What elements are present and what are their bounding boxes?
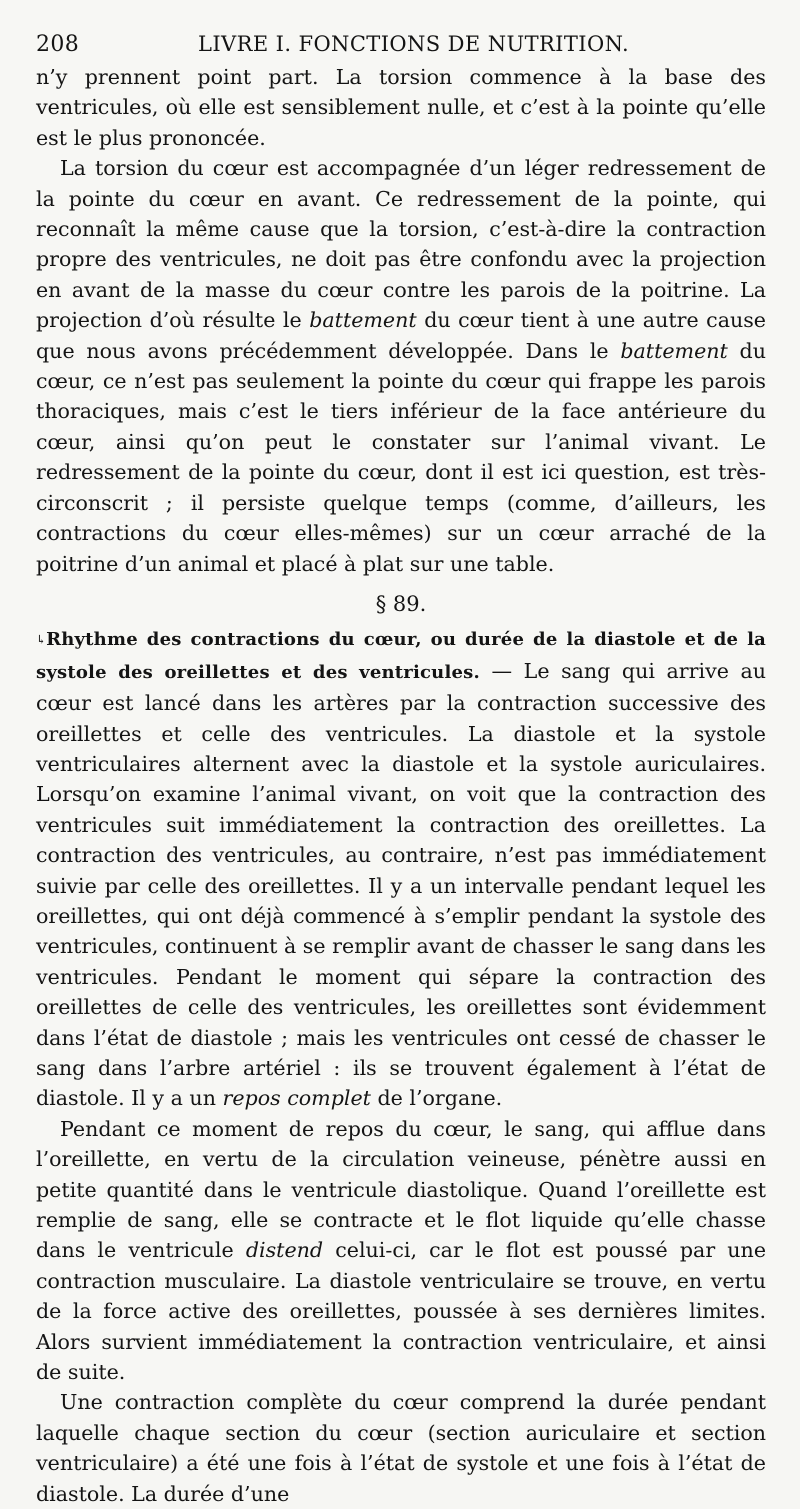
paragraph-text: du cœur, ce n’est pas seulement la pointe du cœur qui frappe les parois thoraciques, mais c’est le tiers inférieur de la face antérieure du cœur, ainsi qu’on peut le constater sur l’animal vivant. Le redressement de la pointe du cœur, dont il est ici question, est très-circonscrit ; il persiste quelque temps (comme, d’ailleurs, les contractions du cœur elles-mêmes) sur un cœur arraché de la poitrine d’un animal et placé à plat sur une table. — [36, 338, 766, 576]
paragraph-text: Pendant ce moment de repos du cœur, le sang, qui afflue dans l’oreillette, en vertu de la circulation veineuse, pénètre aussi en petite quantité dans le ventricule diastolique. Quand l’oreillette est remplie de sang, elle se contracte et le flot liquide qu’elle chasse dans le ventricule — [36, 1116, 766, 1263]
paragraph-torsion — [36, 153, 766, 579]
italic-term: distend — [245, 1238, 324, 1263]
paragraph-text: de l’organe. — [377, 1086, 503, 1111]
paragraph-text: — Le sang qui arrive au cœur est lancé dans les artères par la contraction successive des oreillettes et celle des ventricules. La diastole et la systole ventriculaires alternent avec la diastole et la systole auriculaires. Lorsqu’on examine l’animal vivant, on voit que la contraction des ventricules suit immédiatement la contraction des oreillettes. La contraction des ventricules, au contraire, n’est pas immédiatement suivie par celle des oreillettes. Il y a un intervalle pendant lequel les oreillettes, qui ont déjà commencé à s’emplir pendant la systole des ventricules, continuent à se remplir avant de chasser le sang dans les ventricules. Pendant le moment qui sépare la contraction des oreillettes de celle des ventricules, les oreillettes sont évidemment dans l’état de diastole ; mais les ventricules ont cessé de chasser le sang dans l’arbre artériel : ils se trouvent également à l’état de diastole. Il y a un — [36, 658, 766, 1111]
running-title: LIVRE I. FONCTIONS DE NUTRITION. — [198, 32, 630, 56]
running-head — [36, 28, 766, 62]
italic-term: repos complet — [222, 1086, 371, 1111]
paragraph-text: celui-ci, car le flot est poussé par une contraction musculaire. La diastole ventriculaire se trouve, en vertu de la force active des oreillettes, poussée à ses dernières limites. Alors survient immédiatement la contraction ventriculaire, et ainsi de suite. — [36, 1238, 767, 1385]
section-heading: Rhythme des contractions du cœur, ou durée de la diastole et de la systole des oreillettes et des ventricules. — [36, 629, 766, 683]
page-number: 208 — [36, 32, 80, 57]
margin-mark: ↳ — [36, 632, 47, 647]
italic-term: battement — [620, 338, 728, 363]
italic-term: battement — [309, 308, 417, 333]
body-text — [36, 62, 766, 1509]
paragraph-text: n’y prennent point part. La torsion commence à la base des ventricules, où elle est sensiblement nulle, et c’est à la pointe qu’elle est le plus prononcée. — [36, 65, 766, 150]
paragraph-text: La torsion du cœur est accompagnée d’un léger redressement de la pointe du cœur en avant. Ce redressement de la pointe, qui reconnaît la même cause que la torsion, c’est-à-dire la contraction propre des ventricules, ne doit pas être confondu avec la projection en avant de la masse du cœur contre les parois de la poitrine. La projection d’où résulte le — [36, 156, 766, 333]
paragraph-repos — [36, 1114, 766, 1388]
paragraph-contraction — [36, 1387, 766, 1509]
paragraph-text: du cœur tient à une autre cause que nous avons précédemment développée. Dans le — [36, 308, 766, 363]
paragraph-text: Une contraction complète du cœur comprend la durée pendant laquelle chaque section du cœur (section auriculaire et section ventriculaire) a été une fois à l’état de systole et une fois à l’état de diastole. La durée d’une — [36, 1390, 766, 1506]
paragraph-rhythm — [36, 623, 766, 1114]
section-number: § 89. — [375, 591, 427, 616]
paragraph-continuation — [36, 62, 766, 153]
